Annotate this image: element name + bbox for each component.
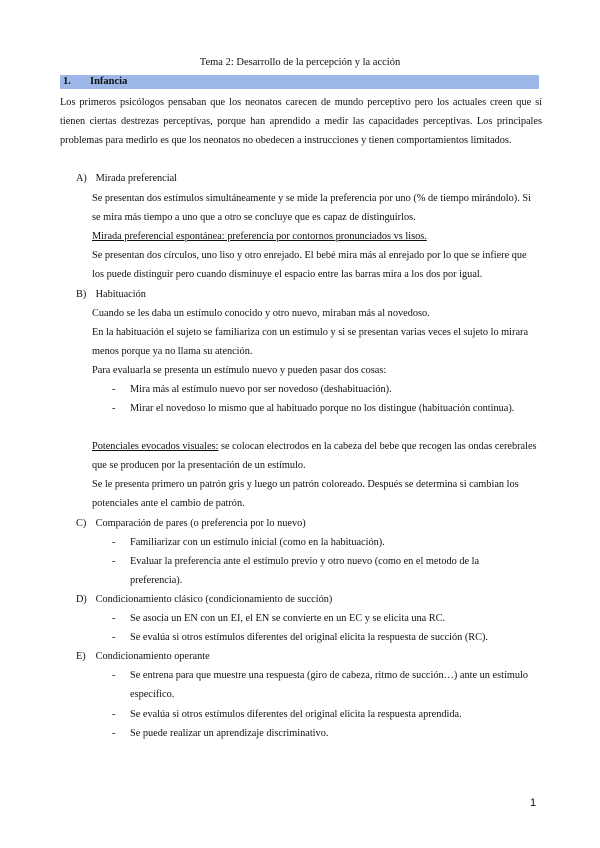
- list-item-text: Se puede realizar un aprendizaje discriminativo.: [130, 728, 329, 739]
- subsection-letter: B): [76, 289, 87, 300]
- list-item-text: Se evalúa si otros estímulos diferentes del original elicita la respuesta de succión (RC).: [130, 632, 489, 643]
- paragraph: Se presentan dos círculos, uno liso y otro enrejado. El bebé mira más al enrejado por lo que se infiere que los puede distinguir pero cuando disminuye el espacio entre las barras mira a los dos por igual.: [92, 250, 527, 280]
- paragraph-rest: se colocan electrodos en la cabeza del bebe que recogen las ondas cerebrales que se producen por la presentación de un estímulo.: [92, 441, 537, 471]
- paragraph: Se presentan dos estímulos simultáneamente y se mide la preferencia por uno (% de tiempo mirándolo). Si se mira más tiempo a uno que a otro se concluye que es capaz de distinguirlos.: [92, 193, 531, 223]
- subsection-title: Comparación de pares (o preferencia por lo nuevo): [95, 518, 306, 529]
- list-item-text: Se asocia un EN con un EI, el EN se convierte en un EC y se elicita una RC.: [130, 613, 446, 624]
- subsection-letter: E): [76, 651, 86, 662]
- bullet-dash: -: [112, 384, 116, 395]
- underlined-paragraph: Mirada preferencial espontánea: preferencia por contornos pronunciados vs lisos.: [92, 231, 427, 242]
- bullet-dash: -: [112, 403, 116, 414]
- bullet-dash: -: [112, 632, 116, 643]
- list-item-text: Se evalúa si otros estímulos diferentes del original elicita la respuesta aprendida.: [130, 709, 462, 720]
- bullet-dash: -: [112, 556, 116, 567]
- bullet-dash: -: [112, 537, 116, 548]
- section-label: Infancia: [90, 76, 128, 87]
- list-item-text: Evaluar la preferencia ante el estímulo previo y otro nuevo (como en el metodo de la preferencia).: [130, 556, 480, 586]
- list-item-text: Se entrena para que muestre una respuesta (giro de cabeza, ritmo de succión…) ante un estímulo específico.: [130, 670, 528, 700]
- bullet-dash: -: [112, 728, 116, 739]
- subsection-a-heading: [76, 170, 177, 188]
- subsection-title: Condicionamiento clásico (condicionamiento de succión): [95, 594, 333, 605]
- bullet-dash: -: [112, 709, 116, 720]
- intro-paragraph: Los primeros psicólogos pensaban que los neonatos carecen de mundo perceptivo pero los actuales creen que sí tienen ciertas destrezas perceptivas, porque han aprendido a medir las capacidades perceptivas. Los principales problemas para medirlo es que los neonatos no obedecen a instrucciones y tienen comportamientos limitados.: [60, 97, 542, 146]
- paragraph: Cuando se les daba un estímulo conocido y otro nuevo, miraban más al novedoso.: [92, 308, 430, 319]
- paragraph: [92, 437, 540, 475]
- subsection-letter: A): [76, 173, 87, 184]
- subsection-title: Condicionamiento operante: [95, 651, 210, 662]
- subsection-e-heading: [76, 648, 210, 666]
- subsection-letter: D): [76, 594, 87, 605]
- subsection-title: Habituación: [95, 289, 146, 300]
- bullet-dash: -: [112, 670, 116, 681]
- subsection-d-heading: [76, 591, 332, 609]
- paragraph: Se le presenta primero un patrón gris y luego un patrón coloreado. Después se determina si cambian los potenciales ante el cambio de patrón.: [92, 479, 519, 509]
- section-heading-bar: [60, 75, 539, 89]
- section-number: 1.: [63, 76, 71, 87]
- subsection-c-heading: [76, 515, 306, 533]
- subsection-letter: C): [76, 518, 87, 529]
- paragraph: En la habituación el sujeto se familiariza con un estímulo y si se presentan varias veces el sujeto lo mirara menos porque ya no llama su atención.: [92, 327, 529, 357]
- list-item-text: Familiarizar con un estímulo inicial (como en la habituación).: [130, 537, 385, 548]
- bullet-dash: -: [112, 613, 116, 624]
- page-number: 1: [530, 797, 537, 809]
- page-title: Tema 2: Desarrollo de la percepción y la acción: [199, 57, 401, 68]
- subsection-title: Mirada preferencial: [95, 173, 178, 184]
- list-item-text: Mira más al estímulo nuevo por ser novedoso (deshabituación).: [130, 384, 392, 395]
- subsection-b-heading: [76, 286, 146, 304]
- underlined-term: Potenciales evocados visuales:: [92, 441, 219, 452]
- paragraph: Para evaluarla se presenta un estímulo nuevo y pueden pasar dos cosas:: [92, 365, 387, 376]
- list-item-text: Mirar el novedoso lo mismo que al habituado porque no los distingue (habituación continua).: [130, 403, 515, 414]
